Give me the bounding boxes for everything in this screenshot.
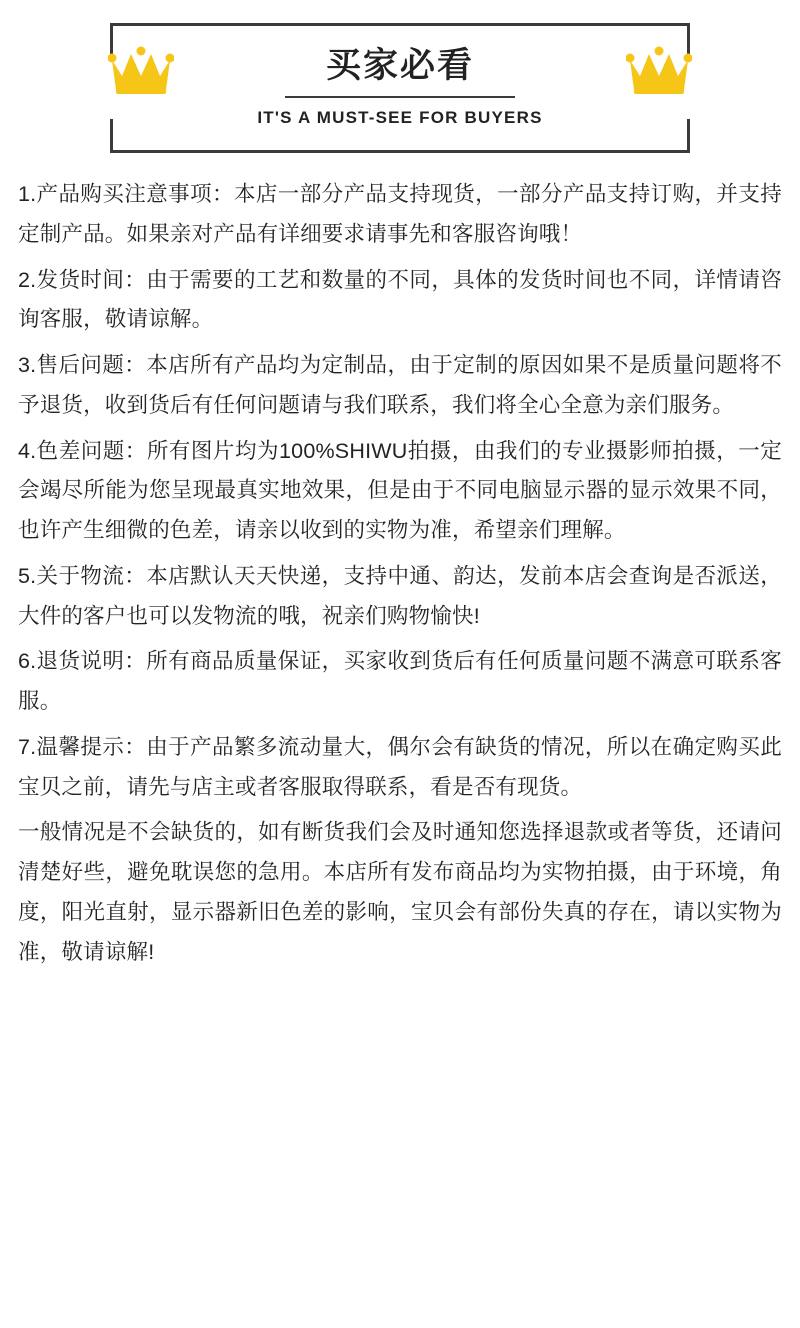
notice-paragraph: 2.发货时间：由于需要的工艺和数量的不同，具体的发货时间也不同，详情请咨询客服，敬请谅解。 <box>18 267 782 332</box>
frame-line-top <box>110 23 690 26</box>
banner-text-group <box>167 47 632 128</box>
banner-frame <box>110 23 690 153</box>
notice-paragraph: 3.售后问题：本店所有产品均为定制品，由于定制的原因如果不是质量问题将不予退货，收到货后有任何问题请与我们联系，我们将全心全意为亲们服务。 <box>18 353 782 417</box>
frame-line-bottom <box>110 150 690 153</box>
banner-header <box>0 0 800 175</box>
banner-title: 买家必看 <box>325 46 474 86</box>
notice-paragraph: 1.产品购买注意事项：本店一部分产品支持现货，一部分产品支持订购，并支持定制产品。如果亲对产品有详细要求请事先和客服咨询哦！ <box>18 182 782 246</box>
notice-content <box>0 175 800 1003</box>
banner-divider <box>285 96 515 98</box>
notice-paragraph: 6.退货说明：所有商品质量保证，买家收到货后有任何质量问题不满意可联系客服。 <box>18 649 782 714</box>
frame-line-left-bottom <box>110 119 113 153</box>
notice-paragraph: 一般情况是不会缺货的，如有断货我们会及时通知您选择退款或者等货，还请问清楚好些，避免耽误您的急用。本店所有发布商品均为实物拍摄，由于环境，角度，阳光直射，显示器新旧色差的影响，宝贝会有部份失真的存在，请以实物为准，敬请谅解! <box>18 820 782 964</box>
crown-icon <box>108 46 174 96</box>
banner-subtitle: IT'S A MUST-SEE FOR BUYERS <box>257 107 543 127</box>
crown-icon <box>626 46 692 96</box>
frame-line-right-bottom <box>687 119 690 153</box>
notice-paragraph: 7.温馨提示：由于产品繁多流动量大，偶尔会有缺货的情况，所以在确定购买此宝贝之前，请先与店主或者客服取得联系，看是否有现货。 <box>18 734 782 799</box>
notice-paragraph: 5.关于物流：本店默认天天快递，支持中通、韵达，发前本店会查询是否派送，大件的客户也可以发物流的哦，祝亲们购物愉快! <box>18 563 782 628</box>
notice-paragraph: 4.色差问题：所有图片均为100%SHIWU拍摄，由我们的专业摄影师拍摄，一定会竭尽所能为您呈现最真实地效果，但是由于不同电脑显示器的显示效果不同，也许产生细微的色差，请亲以收到的实物为准，希望亲们理解。 <box>18 438 782 543</box>
